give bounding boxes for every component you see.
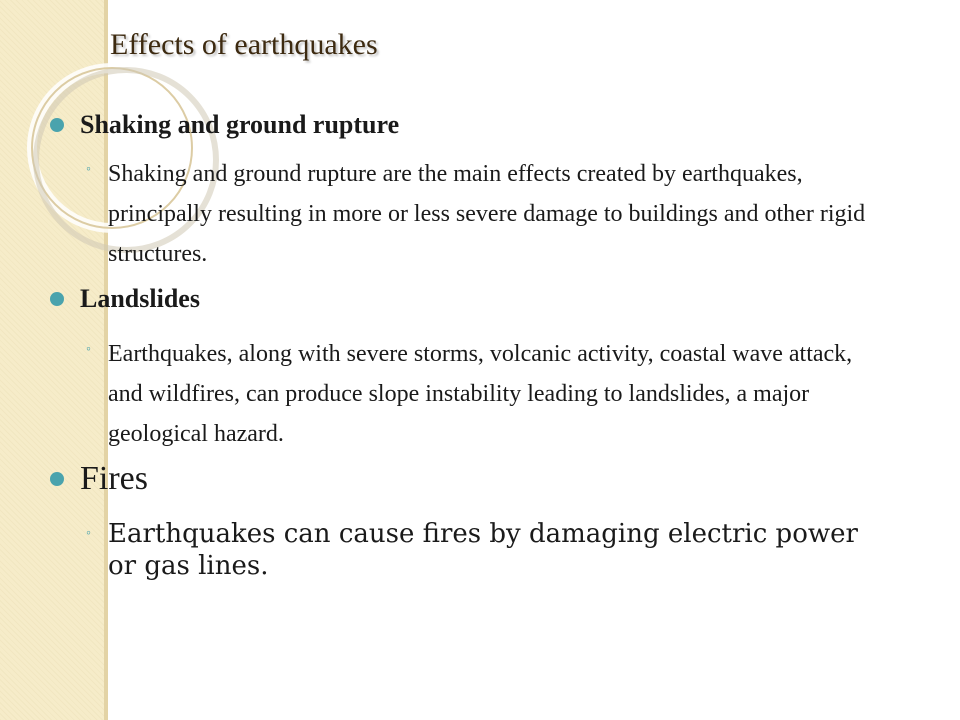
section-heading-row: [50, 284, 200, 314]
bullet-dot-icon: [50, 292, 64, 306]
section-body-row: [86, 334, 876, 454]
section-body-text: Earthquakes can cause fires by damaging electric power or gas lines.: [108, 519, 858, 581]
bullet-dot-icon: [50, 118, 64, 132]
sub-bullet-icon: ◦: [86, 342, 91, 357]
section-heading: Landslides: [80, 284, 200, 313]
section-heading-row: [50, 110, 399, 140]
section-body-text: Shaking and ground rupture are the main effects created by earthquakes, principally resulting in more or less severe damage to buildings and other rigid structures.: [108, 161, 866, 267]
bullet-dot-icon: [50, 472, 64, 486]
section-heading-row: [50, 460, 148, 498]
section-heading: Shaking and ground rupture: [80, 110, 400, 139]
sub-bullet-icon: ◦: [86, 162, 91, 177]
section-heading: Fires: [80, 460, 148, 497]
section-body-row: [86, 154, 876, 274]
slide-title: Effects of earthquakes: [110, 28, 378, 61]
section-body-row: [86, 518, 876, 582]
sub-bullet-icon: ◦: [86, 526, 91, 541]
section-body-text: Earthquakes, along with severe storms, volcanic activity, coastal wave attack, and wildfires, can produce slope instability leading to landslides, a major geological hazard.: [108, 341, 853, 447]
